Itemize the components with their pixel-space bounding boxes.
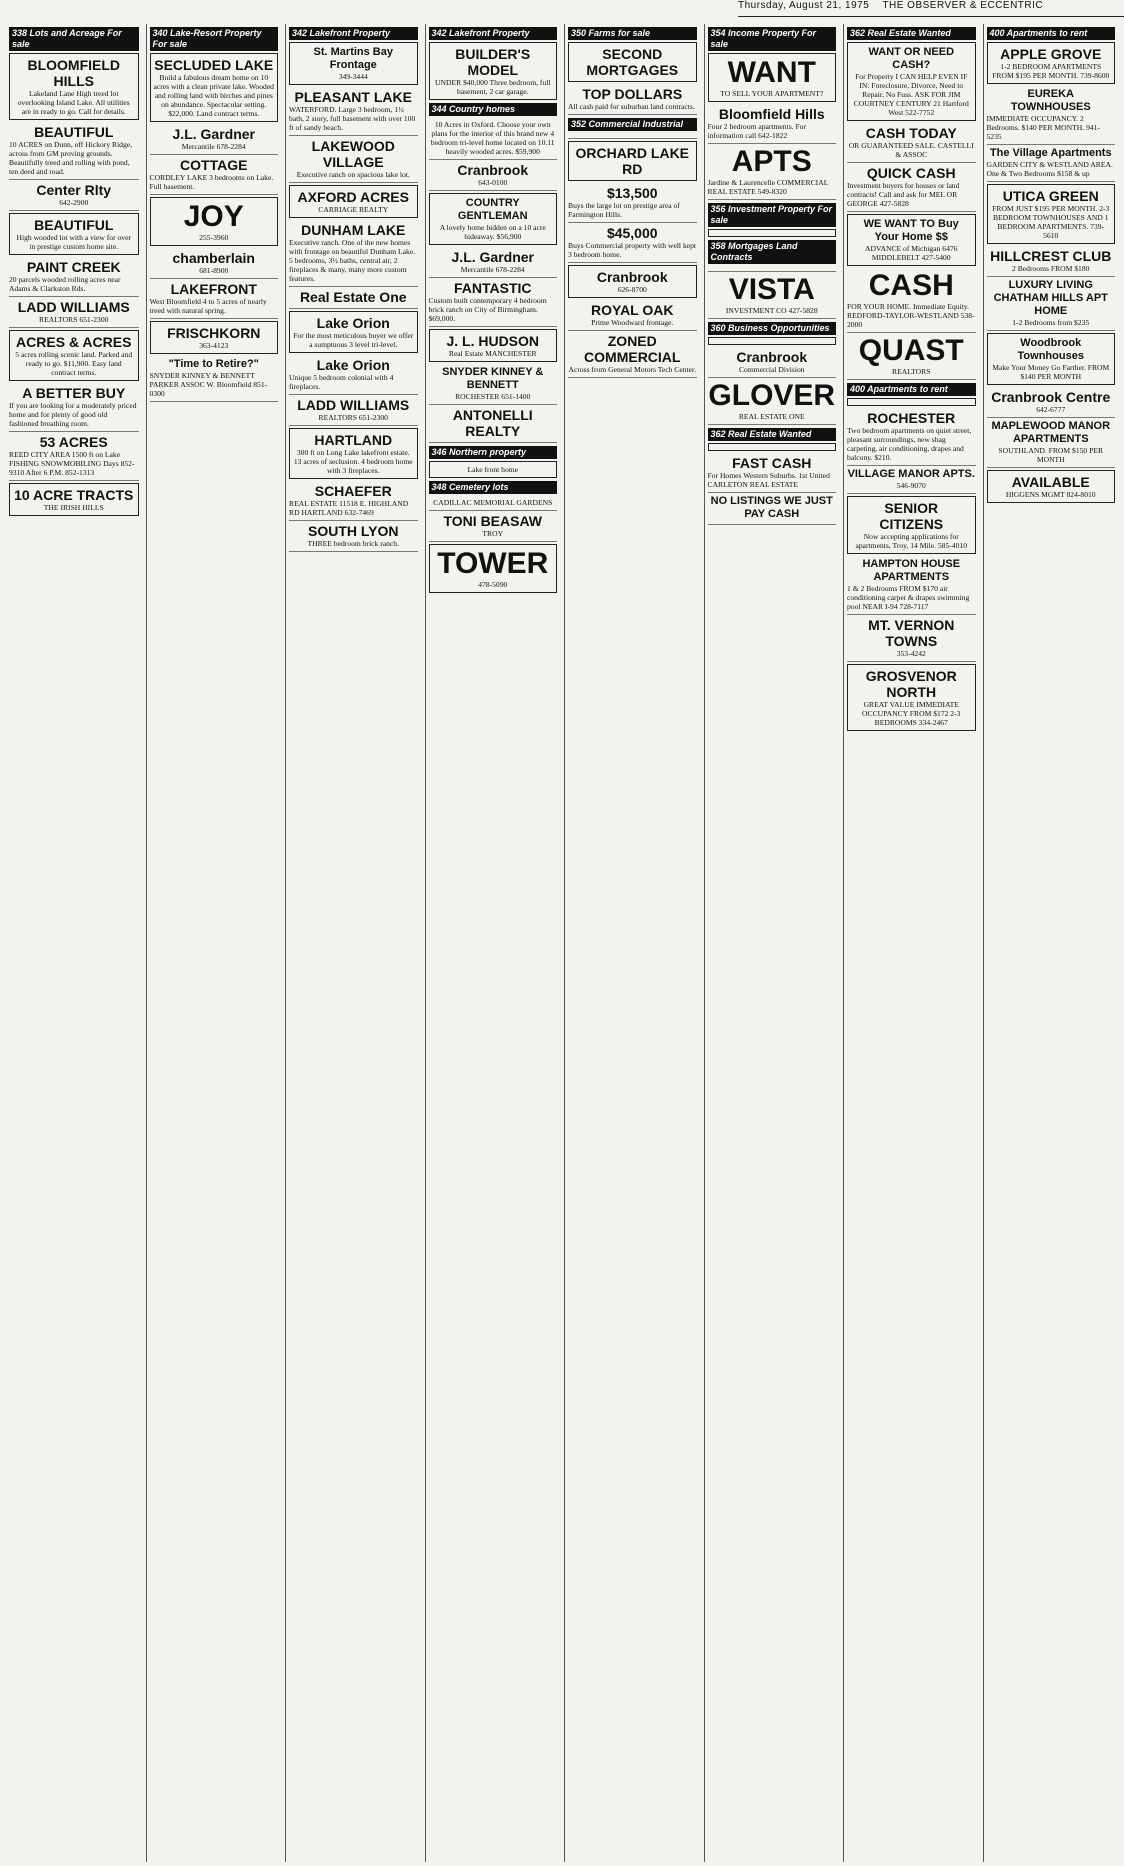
ad-body: 626-8700 [617, 285, 647, 294]
ad-headline: Bloomfield Hills [718, 106, 825, 122]
classified-ad [987, 42, 1116, 84]
ad-headline: Lake Orion [316, 357, 390, 373]
ad-headline: SECLUDED LAKE [154, 57, 274, 73]
classified-ad [150, 124, 279, 155]
classified-ad [150, 155, 279, 195]
ad-headline: COUNTRY GENTLEMAN [457, 197, 528, 222]
ad-headline: ROYAL OAK [591, 302, 674, 318]
classified-ad [429, 42, 558, 100]
ad-headline: WANT [727, 56, 816, 89]
ad-body: 546-9070 [896, 481, 926, 490]
ad-body: HIGGENS MGMT 824-8010 [1005, 490, 1096, 499]
classified-ad [568, 265, 697, 298]
classified-ad [847, 466, 976, 494]
ad-headline: MT. VERNON TOWNS [868, 617, 955, 649]
classified-ad [9, 53, 139, 120]
ad-body: Unique 5 bedroom colonial with 4 fireplaces. [289, 373, 394, 391]
ad-body: TROY [482, 529, 504, 538]
ad-headline: Cranbrook [596, 269, 668, 285]
ad-body: Executive ranch on spacious lake lot. [296, 170, 410, 179]
ad-body: 5 acres rolling scenic land. Parked and ready to go. $11,900. Easy land contract terms. [15, 350, 133, 377]
page-header [738, 0, 1124, 17]
ad-body: THREE bedroom brick ranch. [307, 539, 400, 548]
ad-body: Commercial Division [738, 365, 805, 374]
ad-headline: J. L. HUDSON [446, 333, 540, 349]
category-header: 346 Northern property [429, 446, 558, 459]
ad-body: REAL ESTATE 11518 E. HIGHLAND RD HARTLAND 632-7469 [289, 499, 409, 517]
classified-ad [708, 493, 837, 525]
ad-body: THE IRISH HILLS [43, 503, 104, 512]
classified-ad [429, 193, 558, 245]
ad-body: IMMEDIATE OCCUPANCY. 2 Bedrooms. $140 PER MONTH. 941-5235 [986, 114, 1100, 141]
classified-column [146, 24, 282, 1862]
classified-ad [987, 470, 1116, 503]
ad-headline: VISTA [728, 273, 815, 306]
classified-ad [568, 223, 697, 263]
ad-body: FROM JUST $195 PER MONTH. 2-3 BEDROOM TOWNHOUSES AND 1 BEDROOM APARTMENTS. 739-5610 [992, 204, 1110, 240]
classified-column [704, 24, 840, 1862]
classified-ad [429, 496, 558, 511]
classified-ad [568, 183, 697, 223]
ad-headline: SECOND MORTGAGES [586, 46, 679, 78]
classified-ad [847, 556, 976, 615]
ad-body: 642-2900 [59, 198, 89, 207]
ad-body: 10 ACRES on Dunn, off Hickory Ridge, across from GM proving grounds. Beautifully treed and rolling with pond, ten deed and road. [9, 140, 133, 176]
classified-ad [568, 300, 697, 331]
ad-body: 300 ft on Long Lake lakefront estate. 13 acres of seclusion. 4 bedroom home with 3 fireplaces. [293, 448, 413, 475]
classified-ad [289, 185, 418, 218]
ad-headline: 10 ACRE TRACTS [14, 487, 134, 503]
ad-headline: ORCHARD LAKE RD [575, 145, 690, 177]
ad-headline: PAINT CREEK [26, 259, 121, 275]
classified-ad [568, 42, 697, 82]
ad-headline: HARTLAND [314, 432, 393, 448]
ad-body: CADILLAC MEMORIAL GARDENS [433, 498, 553, 507]
ad-body: Four 2 bedroom apartments. For information call 642-1822 [707, 122, 806, 140]
classified-ad [150, 248, 279, 279]
category-header: 358 Mortgages Land Contracts [708, 240, 837, 264]
ad-headline: SCHAEFER [314, 483, 392, 499]
ad-body: ADVANCE of Michigan 6476 MIDDLEBELT 427-5400 [865, 244, 958, 262]
classified-ad [429, 544, 558, 593]
ad-body: Buys the large lot on prestige area of Farmington Hills. [568, 201, 680, 219]
ad-headline: SOUTH LYON [308, 523, 399, 539]
classified-ad [708, 104, 837, 144]
classified-ad [987, 184, 1116, 244]
ad-headline: DUNHAM LAKE [301, 222, 406, 238]
classified-column [843, 24, 979, 1862]
classified-ad [429, 511, 558, 542]
classified-ad [429, 405, 558, 443]
ad-body: 363-4123 [199, 341, 229, 350]
classified-ad [9, 180, 139, 211]
category-header: 350 Farms for sale [568, 27, 697, 40]
category-header: 338 Lots and Acreage For sale [9, 27, 139, 51]
ad-body: For Property I CAN HELP EVEN IF IN: Foreclosure, Divorce, Need to Repair, No Fuss. ASK FOR JIM COURTNEY CENTURY 21 Hartford West 522-7752 [853, 72, 969, 117]
ad-headline: chamberlain [172, 250, 255, 266]
classified-ad [987, 333, 1116, 385]
ad-body: CORDLEY LAKE 3 bedrooms on Lake. Full basement. [149, 173, 274, 191]
ad-headline: VILLAGE MANOR APTS. [847, 468, 975, 480]
ad-headline: 53 ACRES [39, 434, 108, 450]
ad-headline: J.L. Gardner [172, 126, 255, 142]
ad-headline: LADD WILLIAMS [17, 299, 130, 315]
ad-body: 642-6777 [1036, 405, 1066, 414]
classified-ad [289, 311, 418, 353]
ad-body: Now accepting applications for apartments, Troy, 14 Mile. 585-4010 [855, 532, 967, 550]
ad-headline: The Village Apartments [989, 147, 1112, 159]
ad-body: OR GUARANTEED SALE. CASTELLI & ASSOC [848, 141, 974, 159]
ad-headline: BLOOMFIELD HILLS [27, 57, 121, 89]
classified-ad [847, 615, 976, 662]
ad-body: Lake front home [467, 465, 519, 474]
ad-headline: ROCHESTER [867, 410, 956, 426]
ad-headline: SENIOR CITIZENS [879, 500, 944, 532]
ad-body: SNYDER KINNEY & BENNETT PARKER ASSOC W. Bloomfield 851-0300 [149, 371, 268, 398]
ad-body: 10 Acres in Oxford. Choose your own plans for the interior of this brand new 4 bedroom tri-level home located on 10.11 heavily wooded acres. $59,900 [430, 120, 555, 156]
ad-headline: HAMPTON HOUSE APARTMENTS [862, 558, 961, 583]
ad-body: Executive ranch. One of the new homes with frontage on beautiful Dunham Lake. 5 bedrooms, 3½ baths, central air, 2 fireplaces & many, many more custom features. [289, 238, 416, 283]
classified-ad [289, 428, 418, 479]
classified-ad [847, 333, 976, 380]
ad-headline: TONI BEASAW [443, 513, 543, 529]
classified-column [425, 24, 561, 1862]
ad-body: All cash paid for suburban land contracts. [568, 102, 695, 111]
classified-ad [9, 383, 139, 432]
ad-headline: UTICA GREEN [1002, 188, 1099, 204]
ad-body: 2 Bedrooms FROM $180 [1012, 264, 1090, 273]
ad-body: GARDEN CITY & WESTLAND AREA. One & Two Bedrooms $158 & up [986, 160, 1113, 178]
ad-headline: LAKEWOOD VILLAGE [311, 138, 395, 170]
classified-ad [150, 53, 279, 122]
ad-body: High wooded lot with a view for over in prestige custom home site. [16, 233, 131, 251]
classified-ad [847, 268, 976, 333]
ad-headline: Cranbrook Centre [991, 389, 1111, 405]
classified-columns [6, 24, 1118, 1862]
classified-ad [429, 247, 558, 278]
header-date: Thursday, August 21, 1975 [738, 0, 870, 11]
category-header: 360 Business Opportunities [708, 322, 837, 335]
classified-ad [708, 337, 837, 345]
classified-column [6, 24, 142, 1862]
classified-ad [847, 123, 976, 163]
ad-headline: CASH [868, 269, 954, 302]
ad-body: WATERFORD. Large 3 bedroom, 1½ bath, 2 story, full basement with over 100 ft of sandy beach. [289, 105, 416, 132]
classified-ad [568, 331, 697, 378]
ad-headline: CASH TODAY [865, 125, 957, 141]
ad-headline: Real Estate One [299, 289, 407, 305]
ad-headline: BUILDER'S MODEL [455, 46, 531, 78]
ad-body: INVESTMENT CO 427-5828 [725, 306, 818, 315]
ad-body: 1-2 BEDROOM APARTMENTS FROM $195 PER MONTH. 739-8600 [992, 62, 1110, 80]
classified-column [285, 24, 421, 1862]
classified-ad [289, 355, 418, 395]
ad-body: REAL ESTATE ONE [738, 412, 805, 421]
ad-body: 353-4242 [896, 649, 926, 658]
ad-headline: LAKEFRONT [170, 281, 257, 297]
ad-body: Custom built contemporary 4 bedroom brick ranch on City of Birmingham. $69,000. [428, 296, 547, 323]
classified-ad [9, 122, 139, 180]
ad-body: Jardine & Laurencelle COMMERCIAL REAL ESTATE 549-8320 [707, 178, 829, 196]
ad-headline: JOY [183, 200, 244, 233]
classified-ad [987, 246, 1116, 277]
ad-body: REALTORS 651-2300 [318, 413, 388, 422]
classified-ad [987, 277, 1116, 331]
classified-ad [987, 86, 1116, 145]
category-header: 352 Commercial Industrial [568, 118, 697, 131]
category-header: 342 Lakefront Property [289, 27, 418, 40]
classified-ad [568, 141, 697, 181]
ad-headline: NO LISTINGS WE JUST PAY CASH [710, 495, 833, 520]
category-header: 342 Lakefront Property [429, 27, 558, 40]
ad-body: CARRIAGE REALTY [318, 205, 389, 214]
ad-body: Lakeland Lane High treed lot overlooking Island Lake. All utilities are in ready to go. Call for details. [17, 89, 130, 116]
ad-body: For Homes Western Suburbs. 1st United CARLETON REAL ESTATE [707, 471, 830, 489]
ad-headline: APTS [731, 145, 812, 178]
category-header: 362 Real Estate Wanted [708, 428, 837, 441]
classified-ad [289, 220, 418, 287]
classified-ad [9, 330, 139, 381]
classified-ad [289, 42, 418, 85]
ad-headline: LADD WILLIAMS [297, 397, 410, 413]
ad-headline: Center Rlty [36, 182, 112, 198]
ad-body: GREAT VALUE IMMEDIATE OCCUPANCY FROM $172 2-3 BEDROOMS 334-2467 [862, 700, 961, 727]
ad-headline: HILLCREST CLUB [990, 248, 1112, 264]
ad-headline: Cranbrook [736, 349, 808, 365]
ad-headline: Cranbrook [457, 162, 529, 178]
ad-body: A lovely home hidden on a 10 acre hideaway. $56,900 [439, 223, 546, 241]
classified-ad [429, 329, 558, 362]
ad-headline: GLOVER [708, 379, 836, 412]
ad-body: 478-5090 [478, 580, 508, 589]
classified-ad [708, 272, 837, 319]
ad-body: Build a fabulous dream home on 10 acres with a clean private lake. Wooded and rolling land with birches and pines on abundance. Spectacular setting. $22,000. Land contract terms. [153, 73, 274, 118]
ad-body: 20 parcels wooded rolling acres near Adams & Clarkston Rds. [9, 275, 121, 293]
ad-body: Mercantile 678-2284 [181, 142, 246, 151]
ad-headline: Woodbrook Townhouses [1017, 337, 1084, 362]
classified-ad [847, 42, 976, 121]
ad-headline: A BETTER BUY [22, 385, 126, 401]
category-header: 362 Real Estate Wanted [847, 27, 976, 40]
category-header: 356 Investment Property For sale [708, 203, 837, 227]
ad-headline: FANTASTIC [453, 280, 532, 296]
ad-headline: MAPLEWOOD MANOR APARTMENTS [991, 420, 1111, 445]
ad-body: Investment buyers for houses or land contracts! Call and ask for MEL OR GEORGE 427-5828 [847, 181, 960, 208]
ad-headline: GROSVENOR NORTH [865, 668, 957, 700]
ad-headline: ZONED COMMERCIAL [584, 333, 681, 365]
ad-body: SOUTHLAND. FROM $150 PER MONTH [998, 446, 1104, 464]
classified-ad [289, 136, 418, 183]
ad-headline: J.L. Gardner [451, 249, 534, 265]
ad-body: REED CITY AREA 1500 ft on Lake FISHING SNOWMOBILING Days 852-9310 After 6 P.M. 852-1313 [9, 450, 135, 477]
classified-ad [568, 133, 697, 139]
ad-body: Real Estate MANCHESTER [448, 349, 537, 358]
ad-headline: QUAST [858, 334, 964, 367]
classified-ad [987, 387, 1116, 418]
ad-body: 643-0100 [478, 178, 508, 187]
ad-headline: PLEASANT LAKE [294, 89, 412, 105]
category-header: 400 Apartments to rent [987, 27, 1116, 40]
classified-ad [708, 53, 837, 102]
ad-headline: "Time to Retire?" [168, 358, 259, 370]
ad-headline: BEAUTIFUL [34, 124, 114, 140]
ad-body: ROCHESTER 651-1400 [455, 392, 531, 401]
category-header: 348 Cemetery lots [429, 481, 558, 494]
ad-body: If you are looking for a moderately priced home and for plenty of good old fashioned breathing room. [9, 401, 137, 428]
ad-headline: $13,500 [606, 185, 658, 201]
ad-body: West Bloomfield 4 to 5 acres of nearly treed with natural spring. [149, 297, 267, 315]
classified-column [564, 24, 700, 1862]
ad-body: REALTORS [892, 367, 931, 376]
ad-headline: FRISCHKORN [167, 325, 261, 341]
ad-headline: St. Martins Bay Frontage [313, 46, 393, 71]
header-paper: THE OBSERVER & ECCENTRIC [882, 0, 1044, 11]
classified-ad [987, 145, 1116, 182]
ad-headline: AVAILABLE [1011, 474, 1090, 490]
ad-body: Two bedroom apartments on quiet street, pleasant surroundings, new shag carpeting, air conditioning, drapes and balcony. $210. [847, 426, 972, 462]
ad-body: 681-8900 [199, 266, 229, 275]
classified-ad [429, 461, 558, 478]
ad-body: FOR YOUR HOME. Immediate Equity. REDFORD-TAYLOR-WESTLAND 538-2000 [847, 302, 975, 329]
ad-headline: ACRES & ACRES [16, 334, 132, 350]
ad-headline: LUXURY LIVING CHATHAM HILLS APT HOME [993, 279, 1108, 317]
classified-ad [708, 378, 837, 425]
classified-ad [987, 418, 1116, 468]
classified-ad [429, 278, 558, 327]
ad-headline: ANTONELLI REALTY [452, 407, 533, 439]
ad-body: 1 & 2 Bedrooms FROM $170 air conditioning carpet & drapes swimming pool NEAR I-94 728-7117 [847, 584, 970, 611]
ad-body: REALTORS 651-2300 [39, 315, 109, 324]
classified-ad [708, 144, 837, 200]
ad-body: 1-2 Bedrooms from $235 [1012, 318, 1090, 327]
classified-ad [150, 197, 279, 246]
classified-ad [150, 279, 279, 319]
ad-body: Across from General Motors Tech Center. [568, 365, 697, 374]
ad-headline: SNYDER KINNEY & BENNETT [442, 366, 544, 391]
classified-ad [150, 321, 279, 354]
ad-headline: FAST CASH [732, 455, 812, 471]
ad-body: TO SELL YOUR APARTMENT? [720, 89, 824, 98]
classified-ad [9, 483, 139, 516]
ad-headline: EUREKA TOWNHOUSES [1010, 88, 1091, 113]
classified-ad [568, 84, 697, 115]
ad-headline: $45,000 [606, 225, 658, 241]
classified-ad [429, 160, 558, 191]
classified-ad [9, 257, 139, 297]
ad-headline: Lake Orion [316, 315, 390, 331]
ad-headline: BEAUTIFUL [34, 217, 114, 233]
ad-headline: WANT OR NEED CASH? [868, 46, 955, 71]
ad-body: 255-3960 [199, 233, 229, 242]
ad-body: Buys Commercial property with well kept 3 bedroom home. [568, 241, 697, 259]
category-header: 354 Income Property For sale [708, 27, 837, 51]
classified-ad [847, 398, 976, 406]
ad-body: Make Your Money Go Farther. FROM $140 PER MONTH [992, 363, 1110, 381]
ad-headline: TOP DOLLARS [582, 86, 683, 102]
classified-ad [429, 118, 558, 160]
classified-ad [708, 453, 837, 493]
ad-body: Prime Woodward frontage. [591, 318, 674, 327]
ad-headline: WE WANT TO Buy Your Home $$ [863, 218, 959, 243]
classified-ad [847, 664, 976, 731]
classified-ad [289, 395, 418, 426]
category-header: 344 Country homes [429, 103, 558, 116]
classified-ad [708, 229, 837, 237]
category-header: 400 Apartments to rent [847, 383, 976, 396]
ad-headline: AXFORD ACRES [297, 189, 409, 205]
classified-ad [847, 496, 976, 554]
classified-ad [9, 297, 139, 328]
ad-body: UNDER $40,000 Three bedroom, full basement, 2 car garage. [435, 78, 551, 96]
classified-ad [9, 213, 139, 255]
ad-headline: COTTAGE [180, 157, 248, 173]
classified-ad [150, 356, 279, 402]
classified-ad [429, 364, 558, 405]
category-header: 340 Lake-Resort Property For sale [150, 27, 279, 51]
classified-column [983, 24, 1119, 1862]
classified-ad [847, 408, 976, 466]
ad-headline: QUICK CASH [866, 165, 956, 181]
ad-body: 349-3444 [338, 72, 368, 81]
classified-ad [708, 443, 837, 451]
ad-headline: TOWER [437, 547, 549, 580]
ad-headline: APPLE GROVE [1000, 46, 1102, 62]
classified-ad [9, 432, 139, 481]
classified-ad [289, 287, 418, 309]
classified-ad [289, 521, 418, 552]
classified-ad [289, 481, 418, 521]
classified-ad [708, 347, 837, 378]
ad-body: For the most meticulous buyer we offer a sumptuous 3 level tri-level. [293, 331, 414, 349]
classified-ad [847, 214, 976, 266]
ad-body: Mercantile 678-2284 [460, 265, 525, 274]
classified-ad [847, 163, 976, 212]
classified-ad [289, 87, 418, 136]
